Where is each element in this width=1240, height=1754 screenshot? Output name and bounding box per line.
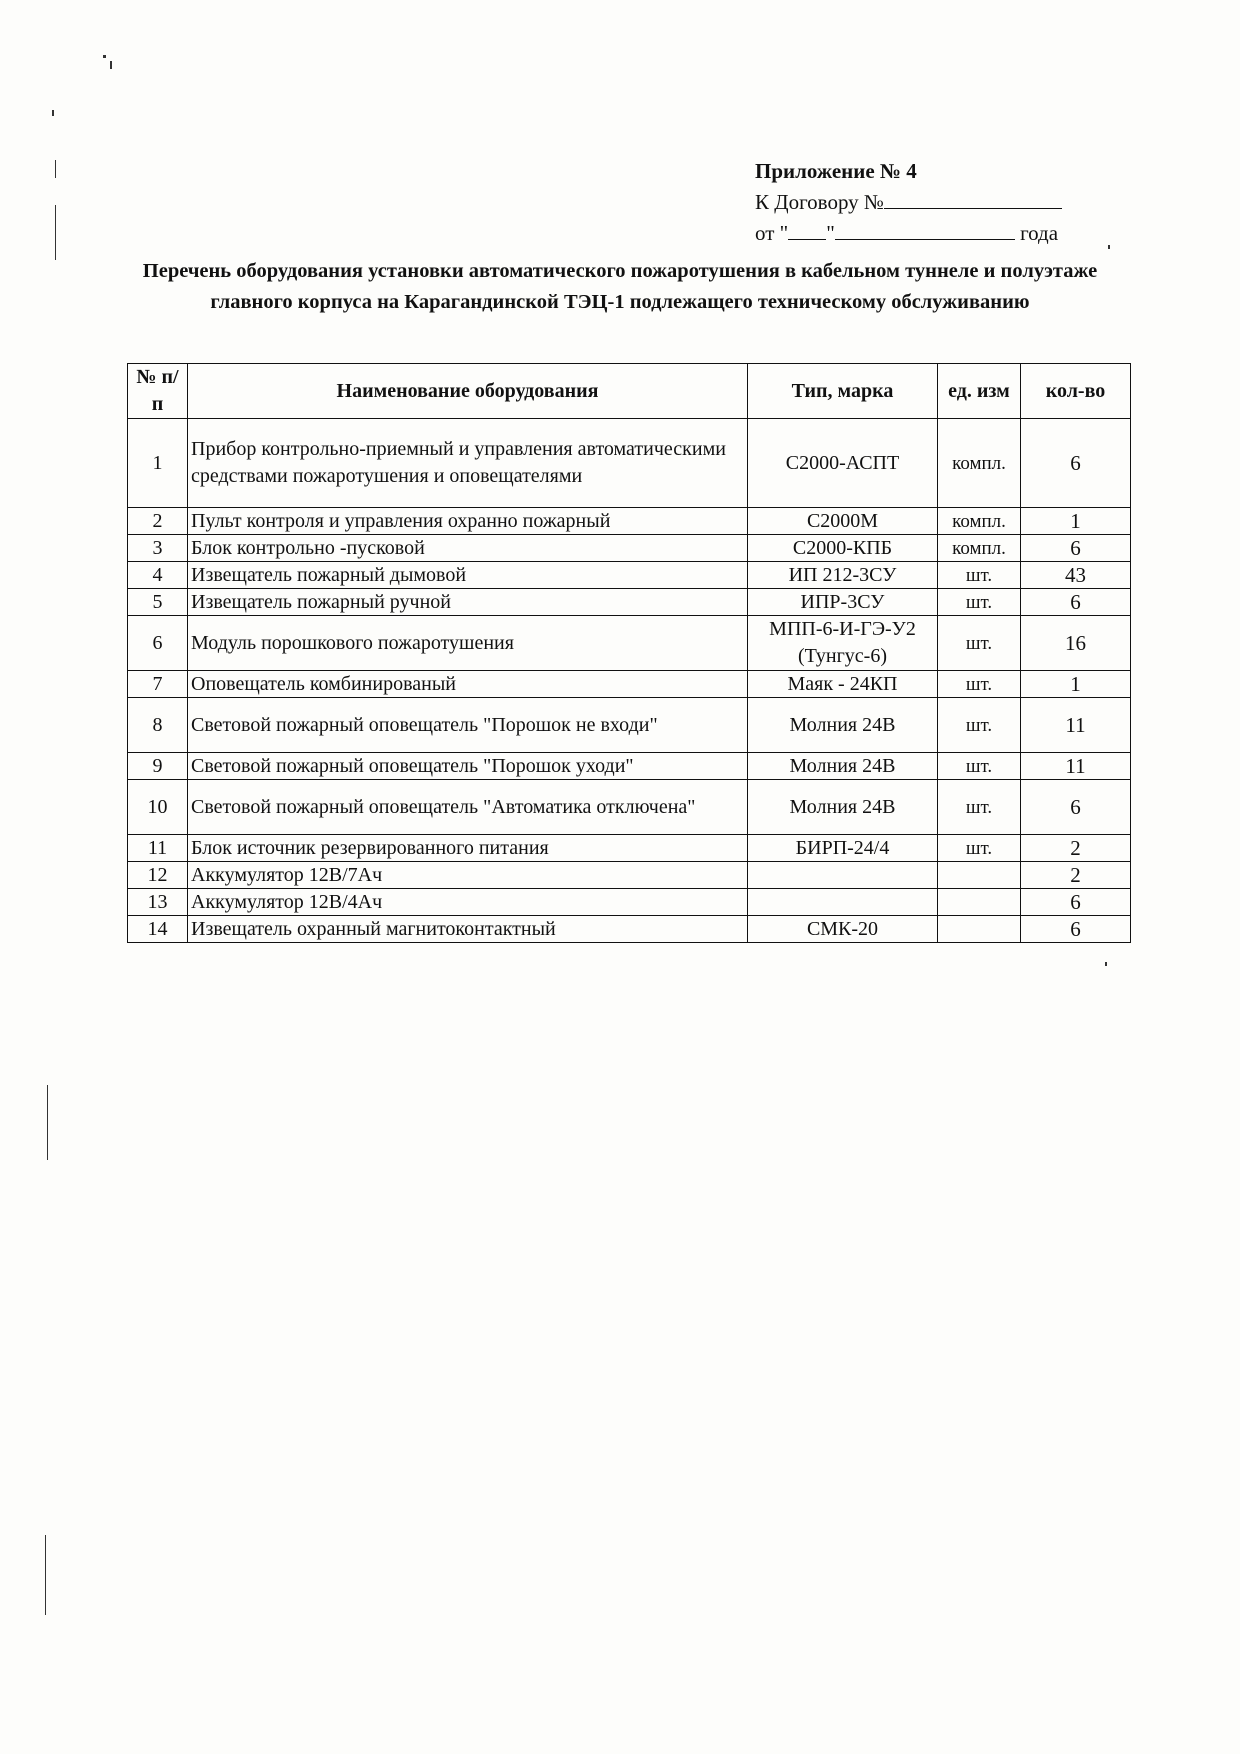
cell-name: Модуль порошкового пожаротушения	[188, 616, 748, 671]
scan-mark	[1108, 245, 1110, 249]
cell-name: Аккумулятор 12В/4Ач	[188, 889, 748, 916]
cell-num: 4	[128, 562, 188, 589]
cell-type: СМК-20	[748, 916, 938, 943]
scan-mark	[45, 1535, 46, 1615]
cell-name: Прибор контрольно-приемный и управления автоматическими средствами пожаротушения и оповещателями	[188, 419, 748, 508]
table-header-row	[128, 364, 1131, 419]
cell-num: 11	[128, 835, 188, 862]
cell-unit: шт.	[938, 589, 1021, 616]
cell-unit	[938, 889, 1021, 916]
table-row	[128, 562, 1131, 589]
cell-type: Маяк - 24КП	[748, 671, 938, 698]
cell-qty: 43	[1021, 562, 1131, 589]
cell-name: Аккумулятор 12В/7Ач	[188, 862, 748, 889]
cell-num: 6	[128, 616, 188, 671]
table-row	[128, 616, 1131, 671]
scan-mark	[55, 205, 56, 260]
contract-label: К Договору №	[755, 190, 884, 214]
cell-unit: шт.	[938, 835, 1021, 862]
table-row	[128, 419, 1131, 508]
cell-unit	[938, 862, 1021, 889]
table-row	[128, 535, 1131, 562]
cell-unit: шт.	[938, 780, 1021, 835]
contract-number-blank	[884, 188, 1062, 209]
cell-num: 3	[128, 535, 188, 562]
table-row	[128, 508, 1131, 535]
cell-num: 2	[128, 508, 188, 535]
cell-name: Оповещатель комбинированый	[188, 671, 748, 698]
table-row	[128, 589, 1131, 616]
cell-num: 10	[128, 780, 188, 835]
cell-unit: шт.	[938, 698, 1021, 753]
cell-name: Пульт контроля и управления охранно пожарный	[188, 508, 748, 535]
cell-qty: 6	[1021, 780, 1131, 835]
header-name: Наименование оборудования	[188, 364, 748, 419]
scan-mark	[52, 110, 54, 116]
cell-qty: 6	[1021, 889, 1131, 916]
cell-unit: шт.	[938, 616, 1021, 671]
cell-unit: компл.	[938, 419, 1021, 508]
cell-qty: 6	[1021, 535, 1131, 562]
document-title: Перечень оборудования установки автоматического пожаротушения в кабельном туннеле и полуэтаже главного корпуса на Карагандинской ТЭЦ-1 подлежащего техническому обслуживанию	[142, 260, 1098, 313]
cell-name: Блок источник резервированного питания	[188, 835, 748, 862]
cell-type: МПП-6-И-ГЭ-У2 (Тунгус-6)	[748, 616, 938, 671]
cell-num: 5	[128, 589, 188, 616]
header-qty: кол-во	[1021, 364, 1131, 419]
cell-num: 8	[128, 698, 188, 753]
table-row	[128, 780, 1131, 835]
cell-type: С2000-КПБ	[748, 535, 938, 562]
cell-qty: 6	[1021, 916, 1131, 943]
date-day-blank	[788, 219, 826, 240]
table-row	[128, 671, 1131, 698]
scan-mark	[47, 1085, 48, 1160]
cell-num: 14	[128, 916, 188, 943]
date-suffix: года	[1020, 221, 1059, 245]
cell-num: 9	[128, 753, 188, 780]
table-row	[128, 698, 1131, 753]
contract-line	[755, 187, 1085, 218]
cell-type: ИПР-3СУ	[748, 589, 938, 616]
cell-unit: шт.	[938, 562, 1021, 589]
equipment-table	[127, 363, 1131, 943]
cell-qty: 1	[1021, 508, 1131, 535]
cell-type: БИРП-24/4	[748, 835, 938, 862]
scan-mark	[103, 55, 106, 58]
table-row	[128, 916, 1131, 943]
cell-name: Извещатель пожарный дымовой	[188, 562, 748, 589]
cell-name: Световой пожарный оповещатель "Порошок не входи"	[188, 698, 748, 753]
cell-unit: компл.	[938, 535, 1021, 562]
appendix-header	[755, 156, 1085, 249]
date-month-blank	[835, 219, 1015, 240]
cell-type: ИП 212-3СУ	[748, 562, 938, 589]
cell-name: Извещатель пожарный ручной	[188, 589, 748, 616]
cell-unit: шт.	[938, 671, 1021, 698]
header-num: № п/п	[128, 364, 188, 419]
cell-type: Молния 24В	[748, 753, 938, 780]
cell-qty: 16	[1021, 616, 1131, 671]
cell-num: 13	[128, 889, 188, 916]
table-row	[128, 835, 1131, 862]
date-line	[755, 218, 1085, 249]
cell-type	[748, 862, 938, 889]
cell-name: Блок контрольно -пусковой	[188, 535, 748, 562]
cell-num: 12	[128, 862, 188, 889]
cell-qty: 11	[1021, 698, 1131, 753]
cell-qty: 2	[1021, 862, 1131, 889]
cell-type: Молния 24В	[748, 698, 938, 753]
cell-qty: 6	[1021, 419, 1131, 508]
scan-mark	[55, 160, 56, 178]
table-row	[128, 753, 1131, 780]
cell-name: Световой пожарный оповещатель "Автоматика отключена"	[188, 780, 748, 835]
cell-type	[748, 889, 938, 916]
cell-unit	[938, 916, 1021, 943]
cell-num: 1	[128, 419, 188, 508]
scan-mark	[110, 61, 112, 69]
cell-type: С2000М	[748, 508, 938, 535]
cell-unit: компл.	[938, 508, 1021, 535]
cell-type: С2000-АСПТ	[748, 419, 938, 508]
cell-name: Извещатель охранный магнитоконтактный	[188, 916, 748, 943]
date-prefix: от "	[755, 221, 789, 245]
cell-qty: 1	[1021, 671, 1131, 698]
header-type: Тип, марка	[748, 364, 938, 419]
cell-unit: шт.	[938, 753, 1021, 780]
date-mid: "	[826, 221, 835, 245]
cell-qty: 11	[1021, 753, 1131, 780]
table-row	[128, 862, 1131, 889]
cell-qty: 2	[1021, 835, 1131, 862]
cell-type: Молния 24В	[748, 780, 938, 835]
cell-num: 7	[128, 671, 188, 698]
scan-mark	[1105, 962, 1107, 966]
appendix-title: Приложение № 4	[755, 159, 917, 183]
cell-qty: 6	[1021, 589, 1131, 616]
table-row	[128, 889, 1131, 916]
header-unit: ед. изм	[938, 364, 1021, 419]
cell-name: Световой пожарный оповещатель "Порошок уходи"	[188, 753, 748, 780]
